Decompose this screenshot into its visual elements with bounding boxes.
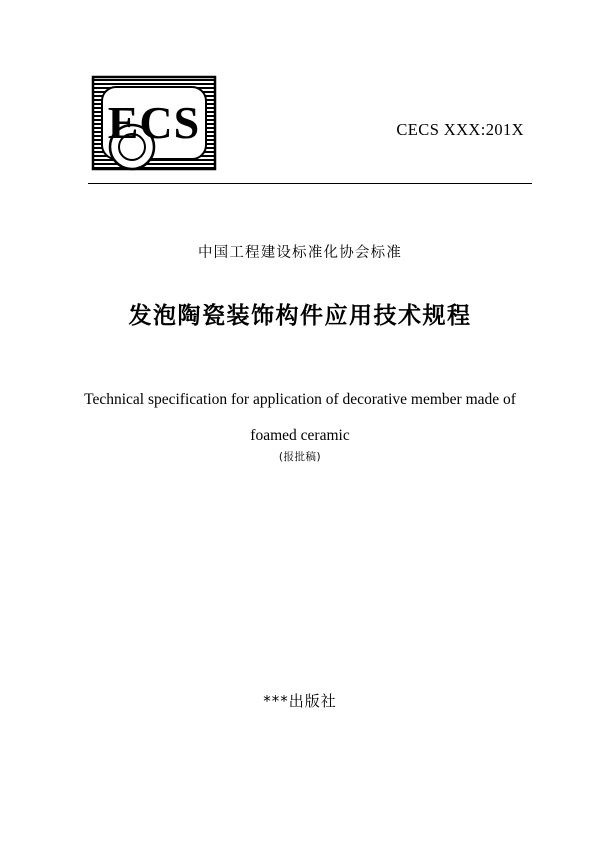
svg-text:ECS: ECS: [107, 97, 201, 148]
association-line: 中国工程建设标准化协会标准: [197, 245, 403, 261]
english-title: [70, 382, 530, 454]
standard-code: CECS XXX:201X: [396, 120, 524, 139]
draft-status-note: (报批稿): [278, 451, 322, 463]
english-title-line-1: Technical specification for application of decorative member made of: [84, 391, 516, 408]
header-divider-rule: [88, 183, 532, 184]
publisher-name: ***出版社: [263, 692, 337, 710]
document-header: [88, 62, 532, 182]
page-title: 发泡陶瓷装饰构件应用技术规程: [128, 303, 472, 329]
english-title-line-2: foamed ceramic: [250, 427, 350, 444]
ecs-logo: [88, 71, 220, 173]
